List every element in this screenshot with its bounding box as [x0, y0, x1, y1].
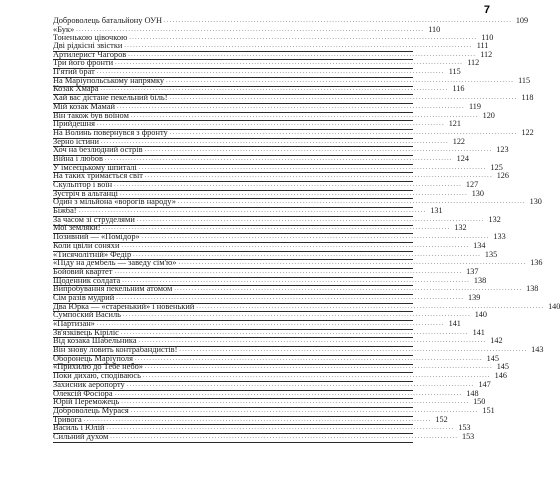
toc-entry-page: 111 — [476, 41, 489, 51]
toc-dot-leader: ........................................................................................................................ — [121, 399, 470, 406]
toc-dot-leader: ........................................................................................................................ — [133, 251, 482, 258]
toc-entry-title: Біжба! — [53, 206, 77, 216]
toc-dot-leader: ........................................................................................................................ — [128, 51, 477, 58]
toc-dot-leader: ........................................................................................................................ — [122, 277, 471, 284]
toc-dot-leader: ........................................................................................................................ — [138, 338, 487, 345]
toc-entry-page: 152 — [435, 414, 448, 424]
toc-entry-page: 131 — [430, 206, 443, 216]
toc-entry-page: 130 — [471, 188, 484, 198]
toc-entry-title: «Партизан» — [53, 319, 95, 329]
toc-entry-title: Позивний — «Помідор» — [53, 232, 140, 242]
toc-entry-page: 125 — [490, 162, 503, 172]
toc-dot-leader: ........................................................................................................................ — [76, 26, 425, 33]
toc-dot-leader: ........................................................................................................................ — [110, 433, 459, 440]
toc-entry-title: П'ятий брат — [53, 67, 95, 77]
toc-entry-title: Доброволець батальйону ОУН — [53, 15, 163, 25]
toc-entry-title: Він також був воїном — [53, 110, 129, 120]
toc-entry-page: 126 — [496, 171, 509, 181]
toc-entry-page: 110 — [481, 33, 494, 43]
toc-entry-title: Поки дихаю, сподіваюсь — [53, 371, 141, 381]
toc-dot-leader: ........................................................................................................................ — [120, 329, 469, 336]
toc-entry-title: Олексій Фосіора — [53, 388, 113, 398]
toc-entry-title: Війна і любов — [53, 153, 103, 163]
toc-entry-page: 112 — [467, 58, 480, 68]
toc-entry-page: 121 — [448, 119, 461, 129]
toc-entry-title: Козак Хмара — [53, 84, 99, 94]
toc-entry-title: Артилерист Чагоров — [53, 49, 127, 59]
toc-dot-leader: ........................................................................................................................ — [169, 129, 518, 136]
toc-dot-leader: ........................................................................................................................ — [179, 347, 528, 354]
toc-entry-page: 132 — [488, 214, 501, 224]
toc-entry-page: 153 — [461, 431, 475, 441]
toc-entry-page: 124 — [456, 153, 469, 163]
toc-entry-page: 151 — [482, 405, 495, 415]
toc-entry-title: Бойовий квартет — [53, 266, 113, 276]
toc-dot-leader: ........................................................................................................................ — [126, 381, 475, 388]
toc-dot-leader: ........................................................................................................................ — [169, 95, 518, 102]
table-of-contents — [53, 15, 560, 443]
toc-entry-page: 133 — [493, 232, 506, 242]
toc-entry-title: Мій козак Мамай — [53, 101, 115, 111]
toc-entry-title: Два Юрка — «старенький» і новенький — [53, 301, 195, 311]
toc-entry-page: 140 — [548, 301, 560, 311]
toc-entry-title: «Бук» — [53, 24, 75, 34]
toc-dot-leader: ........................................................................................................................ — [144, 364, 493, 371]
toc-entry-title: У імсеєцькому шпиталі — [53, 162, 137, 172]
toc-entry-title: Тривога — [53, 414, 82, 424]
toc-entry-title: На Маріупольському напрямку — [53, 75, 165, 85]
toc-entry-page: 138 — [473, 275, 487, 285]
toc-entry-page: 137 — [466, 266, 479, 276]
toc-entry-page: 134 — [473, 240, 486, 250]
toc-entry-page: 120 — [482, 110, 495, 120]
toc-dot-leader: ........................................................................................................................ — [129, 35, 478, 42]
toc-entry-title: Три його фронти — [53, 58, 114, 68]
toc-dot-leader: ........................................................................................................................ — [78, 208, 427, 215]
toc-dot-leader: ........................................................................................................................ — [144, 147, 493, 154]
toc-entry-title: «Прихилю до Тебе небо» — [53, 362, 143, 372]
toc-dot-leader: ........................................................................................................................ — [115, 60, 464, 67]
toc-dot-leader: ........................................................................................................................ — [116, 294, 465, 301]
toc-entry-page: 112 — [480, 49, 493, 59]
toc-entry-title: Зв'язківець Кіріліс — [53, 327, 119, 337]
toc-entry-page: 143 — [531, 345, 544, 355]
toc-entry-page: 142 — [490, 336, 503, 346]
toc-entry-page: 147 — [478, 379, 491, 389]
toc-entry-page: 153 — [458, 423, 471, 433]
toc-dot-leader: ........................................................................................................................ — [114, 182, 463, 189]
toc-entry-title: «Піду на дембель — заведу сім'ю» — [53, 258, 177, 268]
toc-dot-leader: ........................................................................................................................ — [100, 86, 449, 93]
toc-entry-page: 110 — [428, 24, 441, 34]
toc-entry-page: 132 — [454, 223, 467, 233]
toc-dot-leader: ........................................................................................................................ — [178, 260, 527, 267]
toc-dot-leader: ........................................................................................................................ — [177, 199, 526, 206]
toc-dot-leader: ........................................................................................................................ — [83, 416, 432, 423]
toc-entry-page: 145 — [496, 362, 509, 372]
toc-entry-page: 145 — [486, 353, 499, 363]
toc-entry-title: Дві рідкісні звістки — [53, 41, 123, 51]
toc-dot-leader: ........................................................................................................................ — [134, 355, 483, 362]
toc-entry-title: Він знову ловить контрабандистів! — [53, 345, 178, 355]
toc-entry-page: 148 — [466, 388, 479, 398]
toc-dot-leader: ........................................................................................................................ — [141, 234, 490, 241]
toc-entry-title: Зерно істини — [53, 136, 100, 146]
toc-entry-title: Щоденник солдата — [53, 275, 121, 285]
toc-entry-page: 109 — [515, 15, 529, 25]
toc-entry-page: 136 — [530, 258, 543, 268]
toc-entry-page: 119 — [469, 101, 481, 111]
toc-entry-page: 116 — [452, 84, 465, 94]
toc-entry-page: 122 — [452, 136, 466, 146]
toc-entry-page: 130 — [529, 197, 542, 207]
toc-entry-page: 141 — [472, 327, 485, 337]
toc-entry-title: Юрій Переможець — [53, 397, 120, 407]
toc-entry-page: 115 — [518, 75, 531, 85]
toc-entry-title: Доброволець Мурася — [53, 405, 129, 415]
toc-entry-page: 135 — [484, 249, 498, 259]
toc-entry-title: За часом зі струделями — [53, 214, 135, 224]
toc-dot-leader: ........................................................................................................................ — [196, 303, 545, 310]
toc-dot-leader: ........................................................................................................................ — [106, 425, 455, 432]
toc-entry-title: Сім разів мудрий — [53, 292, 115, 302]
toc-dot-leader: ........................................................................................................................ — [96, 121, 445, 128]
toc-entry-page: 138 — [526, 284, 539, 294]
toc-entry-page: 118 — [521, 93, 534, 103]
toc-entry-title: Василь і Юлій — [53, 423, 105, 433]
toc-dot-leader: ........................................................................................................................ — [101, 138, 450, 145]
toc-dot-leader: ........................................................................................................................ — [102, 225, 451, 232]
toc-entry-title: Зустріч в альтанці — [53, 188, 118, 198]
toc-entry-page: 146 — [494, 371, 507, 381]
toc-dot-leader: ........................................................................................................................ — [130, 112, 479, 119]
toc-entry-title: Прийдешня — [53, 119, 95, 129]
toc-entry-page: 122 — [521, 127, 534, 137]
toc-entry-page: 140 — [474, 310, 487, 320]
toc-dot-leader: ........................................................................................................................ — [136, 216, 485, 223]
toc-entry-title: Сильний духом — [53, 431, 109, 441]
toc-entry-title: Скульптор і воїн — [53, 180, 113, 190]
toc-dot-leader: ........................................................................................................................ — [114, 390, 463, 397]
toc-dot-leader: ........................................................................................................................ — [142, 373, 491, 380]
page-number: 7 — [483, 4, 490, 16]
toc-entry-title: Мої земляки! — [53, 223, 101, 233]
toc-entry-page: 150 — [473, 397, 486, 407]
toc-entry-page: 139 — [468, 292, 481, 302]
toc-dot-leader: ........................................................................................................................ — [121, 242, 470, 249]
toc-dot-leader: ........................................................................................................................ — [138, 164, 487, 171]
toc-entry-title: Сумпоский Василь — [53, 310, 121, 320]
toc-dot-leader: ........................................................................................................................ — [116, 103, 465, 110]
toc-entry-title: Оборонець Маріуполя — [53, 353, 133, 363]
toc-dot-leader: ........................................................................................................................ — [119, 190, 468, 197]
toc-dot-leader: ........................................................................................................................ — [174, 286, 523, 293]
toc-dot-leader: ........................................................................................................................ — [96, 321, 445, 328]
toc-entry-title: «Тисячолітній» Федір — [53, 249, 132, 259]
toc-entry — [53, 431, 475, 443]
toc-entry-title: Хай вас дістане пекельний біль! — [53, 93, 168, 103]
toc-entry-title: Захисник аеропорту — [53, 379, 125, 389]
toc-dot-leader: ........................................................................................................................ — [96, 69, 445, 76]
toc-dot-leader: ........................................................................................................................ — [124, 43, 473, 50]
toc-entry-page: 123 — [496, 145, 509, 155]
toc-entry-page: 127 — [465, 180, 479, 190]
toc-entry-title: На Волинь повернувся з фронту — [53, 127, 168, 137]
toc-dot-leader: ........................................................................................................................ — [130, 407, 479, 414]
toc-entry-title: На таких тримається світ — [53, 171, 143, 181]
toc-entry-title: Тоненькою цівочкою — [53, 33, 128, 43]
toc-entry-title: Коли цвіли соняхи — [53, 240, 120, 250]
toc-dot-leader: ........................................................................................................................ — [122, 312, 471, 319]
toc-dot-leader: ........................................................................................................................ — [164, 17, 513, 24]
toc-entry-title: Хоч на безлюдний острів — [53, 145, 143, 155]
toc-dot-leader: ........................................................................................................................ — [166, 77, 515, 84]
toc-entry-page: 141 — [448, 319, 461, 329]
toc-entry — [53, 15, 529, 26]
toc-entry-title: Випробування пекельним атомом — [53, 284, 173, 294]
toc-dot-leader: ........................................................................................................................ — [104, 155, 453, 162]
toc-dot-leader: ........................................................................................................................ — [114, 268, 463, 275]
toc-entry-title: Один з мільйона «ворогів народу» — [53, 197, 176, 207]
toc-entry-title: Від козака Шабельника — [53, 336, 137, 346]
toc-dot-leader: ........................................................................................................................ — [144, 173, 493, 180]
toc-entry-page: 115 — [448, 67, 461, 77]
